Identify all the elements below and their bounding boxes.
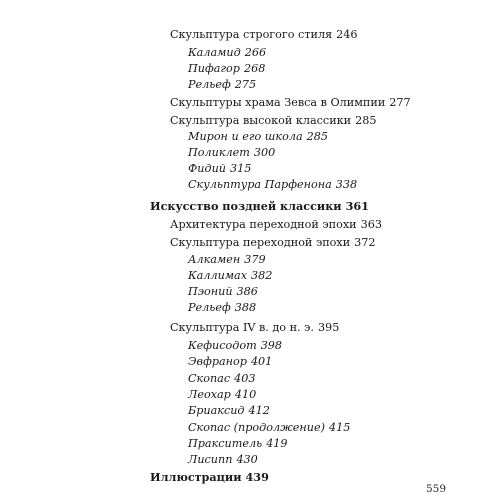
toc-entry-title: Скульптура переходной эпохи <box>170 236 351 249</box>
toc-entry <box>188 437 288 451</box>
toc-entry <box>188 421 350 435</box>
toc-entry-page: 338 <box>335 178 358 191</box>
toc-entry-title: Рельеф <box>188 78 231 91</box>
toc-entry-page: 430 <box>236 453 258 466</box>
toc-entry-title: Эвфранор <box>188 355 247 368</box>
toc-entry <box>170 218 382 232</box>
toc-entry-page: 285 <box>355 114 377 127</box>
toc-entry-title: Скульптуры храма Зевса в Олимпии <box>170 96 386 109</box>
toc-entry-page: 398 <box>260 339 283 352</box>
toc-entry-page: 363 <box>360 218 382 231</box>
toc-entry <box>188 178 357 192</box>
toc-entry <box>188 404 270 418</box>
toc-entry <box>170 236 376 250</box>
toc-entry <box>188 355 272 369</box>
toc-entry-page: 275 <box>234 78 257 91</box>
toc-entry-page: 386 <box>236 285 258 298</box>
toc-section-heading <box>150 199 369 213</box>
toc-entry-title: Искусство поздней классики <box>150 199 342 213</box>
toc-entry-page: 315 <box>230 162 252 175</box>
toc-entry-page: 388 <box>234 301 257 314</box>
toc-entry-title: Кефисодот <box>188 339 257 352</box>
toc-entry-page: 401 <box>250 355 273 368</box>
toc-entry-title: Бриаксид <box>188 404 245 417</box>
toc-entry <box>170 28 358 42</box>
toc-entry-title: Скульптура строгого стиля <box>170 28 333 41</box>
toc-entry <box>188 388 256 402</box>
toc-entry <box>170 321 339 335</box>
toc-entry-title: Рельеф <box>188 301 231 314</box>
toc-entry-page: 372 <box>354 236 376 249</box>
toc-entry-page: 285 <box>306 130 328 143</box>
toc-entry <box>188 269 272 283</box>
toc-entry-title: Леохар <box>188 388 231 401</box>
toc-entry-title: Пифагор <box>188 62 240 75</box>
toc-entry <box>188 453 258 467</box>
toc-entry-title: Фидий <box>188 162 226 175</box>
toc-entry-title: Скопас (продолжение) <box>188 421 325 434</box>
toc-entry-title: Поликлет <box>188 146 250 159</box>
toc-entry <box>188 162 251 176</box>
toc-entry-page: 300 <box>253 146 276 159</box>
toc-entry-page: 395 <box>318 321 340 334</box>
toc-entry-title: Пэоний <box>188 285 233 298</box>
toc-entry-title: Каламид <box>188 46 241 59</box>
toc-entry <box>188 130 328 144</box>
toc-entry <box>188 285 258 299</box>
toc-entry-page: 246 <box>336 28 358 41</box>
toc-entry <box>188 301 256 315</box>
toc-entry-page: 361 <box>345 199 369 213</box>
toc-entry <box>188 146 275 160</box>
toc-entry-page: 266 <box>244 46 267 59</box>
toc-entry-page: 268 <box>243 62 266 75</box>
toc-entry <box>188 46 266 60</box>
toc-entry-page: 419 <box>266 437 288 450</box>
toc-entry-page: 379 <box>244 253 266 266</box>
toc-entry-page: 415 <box>329 421 351 434</box>
toc-entry-title: Мирон и его школа <box>188 130 303 143</box>
toc-entry-title: Алкамен <box>188 253 241 266</box>
toc-entry-page: 412 <box>248 404 270 417</box>
toc-entry-page: 439 <box>245 470 269 484</box>
toc-entry-page: 277 <box>389 96 411 109</box>
toc-entry-title: Архитектура переходной эпохи <box>170 218 357 231</box>
toc-entry-title: Скопас <box>188 372 231 385</box>
toc-entry-title: Скульптура высокой классики <box>170 114 352 127</box>
toc-entry-title: Пракситель <box>188 437 263 450</box>
toc-entry-title: Лисипп <box>188 453 233 466</box>
toc-entry-title: Скульптура IV в. до н. э. <box>170 321 314 334</box>
toc-entry <box>188 78 256 92</box>
page-number: 559 <box>426 483 447 495</box>
toc-entry-page: 410 <box>234 388 257 401</box>
toc-entry <box>188 253 266 267</box>
toc-entry-title: Каллимах <box>188 269 248 282</box>
toc-section-heading <box>150 470 269 484</box>
toc-entry <box>188 62 265 76</box>
toc-entry <box>170 114 376 128</box>
toc-entry <box>170 96 411 110</box>
toc-entry <box>188 372 255 386</box>
toc-entry-page: 382 <box>251 269 273 282</box>
toc-entry-title: Скульптура Парфенона <box>188 178 332 191</box>
toc-entry <box>188 339 282 353</box>
toc-entry-page: 403 <box>234 372 256 385</box>
toc-entry-title: Иллюстрации <box>150 470 242 484</box>
